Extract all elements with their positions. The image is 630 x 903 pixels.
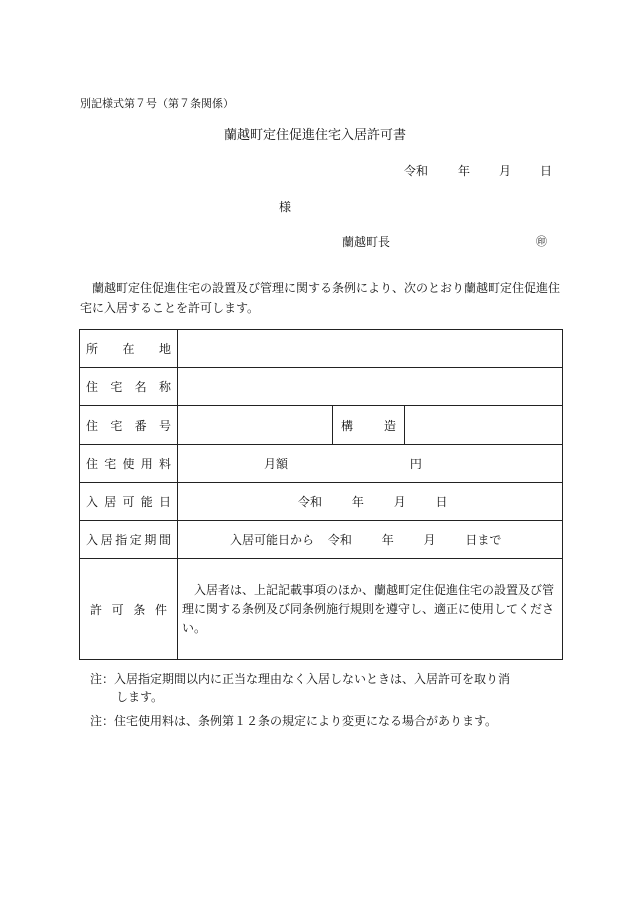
label-char: 番 [134, 418, 147, 433]
label-char: 居 [104, 495, 117, 509]
date-year: 年 [458, 164, 471, 178]
label-char: 在 [122, 342, 135, 356]
value-house-number [178, 406, 333, 445]
period-until: 日まで [465, 533, 502, 547]
label-char: 造 [383, 418, 396, 433]
label-char: 居 [100, 533, 113, 547]
label-conditions [80, 559, 178, 660]
label-char: 料 [158, 457, 171, 471]
fee-yen: 円 [409, 457, 422, 471]
period-year: 年 [381, 533, 394, 547]
label-char: 可 [111, 602, 124, 617]
conditions-text: 入居者は、上記記載事項のほか、蘭越町定住促進住宅の設置及び管理に関する条例及び同条例施行規則を遵守し、適正に使用してください。 [178, 559, 563, 660]
label-location [80, 330, 178, 368]
note-1 [90, 670, 560, 706]
movein-year: 年 [351, 495, 364, 509]
value-structure [405, 406, 563, 445]
value-movein [178, 483, 563, 521]
label-char: 住 [86, 380, 99, 394]
form-number: 別記様式第７号（第７条関係） [80, 97, 234, 110]
value-location [178, 330, 563, 368]
label-char: 指 [115, 533, 128, 547]
label-char: 名 [134, 380, 147, 394]
label-char: 件 [154, 602, 167, 617]
movein-day: 日 [435, 495, 448, 509]
label-structure [333, 406, 405, 445]
label-char: 使 [122, 457, 135, 471]
label-char: 能 [140, 495, 153, 509]
note-1-line-1: 注：入居指定期間以内に正当な理由なく入居しないときは、入居許可を取り消 [90, 672, 511, 686]
label-char: 条 [133, 602, 146, 617]
label-char: 号 [158, 418, 171, 433]
label-char: 宅 [104, 457, 117, 471]
period-era: 令和 [327, 533, 352, 547]
label-char: 用 [140, 457, 153, 471]
label-char: 間 [158, 533, 171, 547]
row-house-name [80, 368, 563, 406]
period-month: 月 [423, 533, 436, 547]
label-char: 所 [86, 342, 99, 356]
label-char: 入 [86, 533, 99, 547]
addressee-honorific: 様 [279, 200, 292, 214]
movein-era: 令和 [298, 495, 323, 509]
intro-paragraph: 蘭越町定住促進住宅の設置及び管理に関する条例により、次のとおり蘭越町定住促進住宅に入居することを許可します。 [80, 281, 561, 315]
label-period [80, 521, 178, 559]
label-char: 可 [122, 495, 135, 509]
permit-table [79, 329, 563, 660]
row-period [80, 521, 563, 559]
label-char: 期 [144, 533, 157, 547]
row-conditions [80, 559, 563, 660]
date-day: 日 [540, 164, 553, 178]
period-from: 入居可能日から [230, 533, 315, 547]
label-fee [80, 445, 178, 483]
value-house-name [178, 368, 563, 406]
value-fee [178, 445, 563, 483]
date-month: 月 [499, 164, 512, 178]
fee-monthly: 月額 [264, 457, 289, 471]
note-1-line-2: します。 [116, 690, 164, 704]
note-2: 注：住宅使用料は、条例第１２条の規定により変更になる場合があります。 [90, 714, 498, 728]
date-era: 令和 [404, 164, 429, 178]
issuer-name: 蘭越町長 [342, 235, 391, 249]
label-char: 宅 [110, 380, 123, 394]
label-char: 称 [158, 380, 171, 394]
label-char: 日 [158, 495, 171, 509]
label-char: 宅 [110, 418, 123, 433]
row-house-number [80, 406, 563, 445]
label-char: 許 [90, 602, 103, 617]
row-movein [80, 483, 563, 521]
label-char: 住 [86, 418, 99, 433]
value-period [178, 521, 563, 559]
document-title: 蘭越町定住促進住宅入居許可書 [223, 128, 406, 143]
label-house-name [80, 368, 178, 406]
label-char: 地 [158, 342, 171, 356]
seal-mark: ㊞ [536, 235, 547, 248]
label-house-number [80, 406, 178, 445]
row-location [80, 330, 563, 368]
label-char: 構 [341, 418, 354, 433]
label-char: 住 [86, 457, 99, 471]
label-char: 入 [86, 495, 99, 509]
label-char: 定 [129, 533, 142, 547]
label-movein [80, 483, 178, 521]
movein-month: 月 [393, 495, 406, 509]
row-fee [80, 445, 563, 483]
